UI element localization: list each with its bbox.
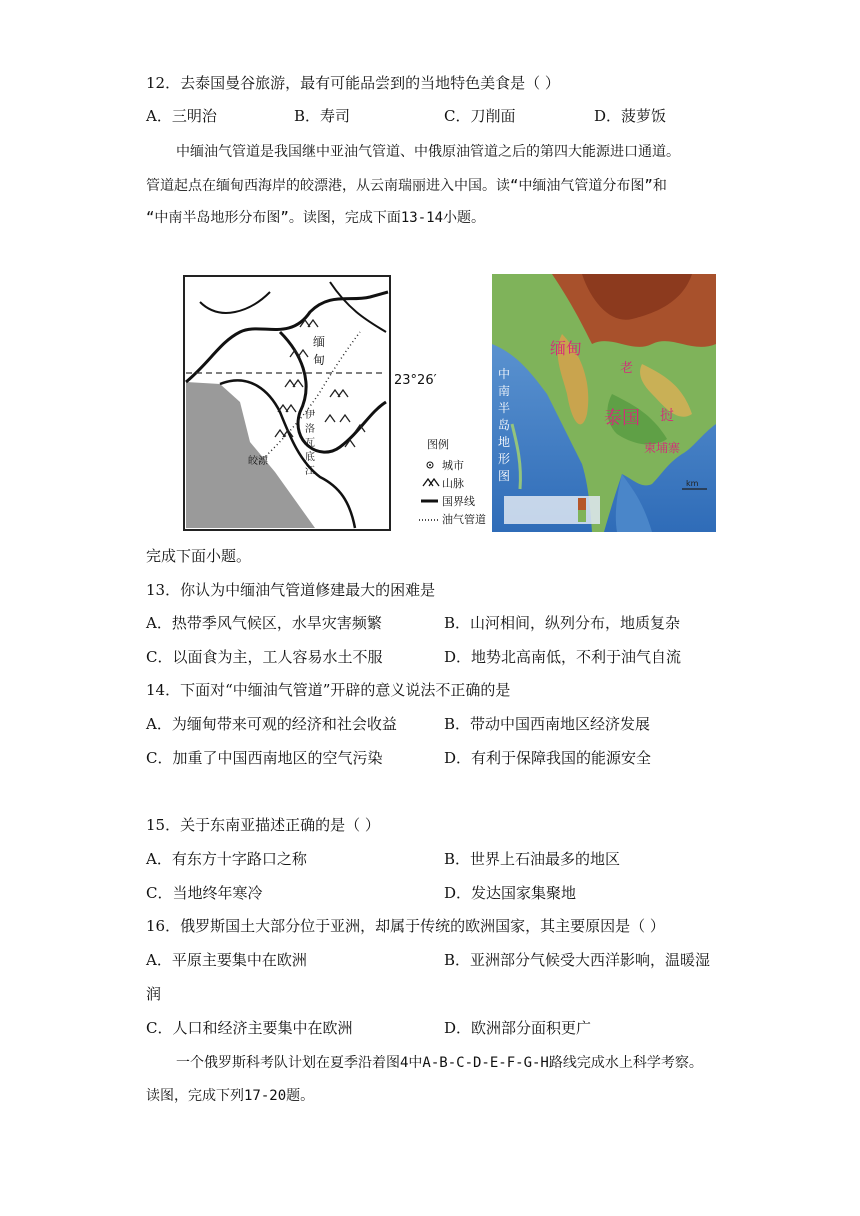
svg-text:图: 图 (498, 469, 511, 483)
q15-stem: 15．关于东南亚描述正确的是（ ） (146, 816, 380, 834)
map-country-label-1: 缅 (313, 335, 326, 349)
pipeline-map (180, 272, 490, 534)
q13-option-a: A．热带季风气候区，水旱灾害频繁 (146, 614, 382, 632)
q16-option-b: B．亚洲部分气候受大西洋影响，温暖湿 (444, 951, 711, 969)
q15-option-d: D．发达国家集聚地 (444, 884, 577, 902)
map-country-label-2: 甸 (313, 353, 326, 367)
intro-17-20-line2: 读图，完成下列17-20题。 (146, 1088, 315, 1104)
q15-option-b: B．世界上石油最多的地区 (444, 850, 621, 868)
intro-13-14-line3: “中南半岛地形分布图”。读图，完成下面13-14小题。 (146, 210, 485, 226)
terrain-label-cambodia: 柬埔寨 (644, 441, 681, 455)
svg-text:江: 江 (305, 466, 315, 477)
svg-text:半: 半 (498, 401, 511, 415)
svg-text:伊: 伊 (305, 410, 315, 421)
q12-option-a: A．三明治 (146, 107, 217, 125)
q14-option-c: C．加重了中国西南地区的空气污染 (146, 749, 383, 767)
latitude-label: 23°26′ (394, 373, 437, 388)
q14-stem: 14．下面对“中缅油气管道”开辟的意义说法不正确的是 (146, 681, 511, 699)
scale-label: km (686, 479, 699, 488)
legend-border: 国界线 (442, 495, 475, 508)
intro-13-14-line2: 管道起点在缅甸西海岸的皎漂港，从云南瑞丽进入中国。读“中缅油气管道分布图”和 (146, 178, 667, 194)
q13-option-c: C．以面食为主，工人容易水土不服 (146, 648, 383, 666)
q15-option-a: A．有东方十字路口之称 (146, 850, 307, 868)
q16-option-b-wrap: 润 (146, 985, 162, 1003)
q12-option-c: C．刀削面 (444, 107, 516, 125)
q12-stem: 12．去泰国曼谷旅游，最有可能品尝到的当地特色美食是（ ） (146, 74, 560, 92)
terrain-map (492, 274, 716, 532)
intro-13-14-line1: 中缅油气管道是我国继中亚油气管道、中俄原油管道之后的第四大能源进口通道。 (176, 144, 680, 160)
q14-option-a: A．为缅甸带来可观的经济和社会收益 (146, 715, 397, 733)
q13-option-b: B．山河相间，纵列分布，地质复杂 (444, 614, 681, 632)
svg-text:形: 形 (498, 452, 511, 466)
q16-option-a: A．平原主要集中在欧洲 (146, 951, 307, 969)
terrain-label-myanmar: 缅甸 (550, 339, 583, 358)
q16-option-d: D．欧洲部分面积更广 (444, 1019, 592, 1037)
terrain-label-thailand: 泰国 (604, 408, 640, 429)
q13-option-d: D．地势北高南低，不利于油气自流 (444, 648, 682, 666)
q14-option-b: B．带动中国西南地区经济发展 (444, 715, 651, 733)
q16-option-c: C．人口和经济主要集中在欧洲 (146, 1019, 353, 1037)
q16-stem: 16．俄罗斯国土大部分位于亚洲，却属于传统的欧洲国家，其主要原因是（ ） (146, 917, 665, 935)
q15-option-c: C．当地终年寒冷 (146, 884, 263, 902)
svg-text:岛: 岛 (498, 418, 511, 432)
q12-option-b: B．寿司 (294, 107, 351, 125)
terrain-label-wo: 挝 (660, 408, 674, 424)
q14-option-d: D．有利于保障我国的能源安全 (444, 749, 652, 767)
legend-pipeline: 油气管道 (442, 513, 486, 526)
svg-text:洛: 洛 (305, 424, 315, 435)
intro-17-20-line1: 一个俄罗斯科考队计划在夏季沿着图4中A-B-C-D-E-F-G-H路线完成水上科学考察。 (176, 1055, 703, 1071)
port-label: 皎漂 (248, 456, 268, 467)
legend-city: 城市 (442, 459, 464, 472)
svg-text:瓦: 瓦 (305, 438, 315, 449)
svg-text:地: 地 (498, 435, 511, 449)
svg-text:南: 南 (498, 384, 511, 398)
svg-text:底: 底 (305, 452, 315, 463)
terrain-label-lao: 老 (620, 361, 634, 376)
q12-option-d: D．菠萝饭 (594, 107, 667, 125)
q13-stem: 13．你认为中缅油气管道修建最大的困难是 (146, 581, 436, 599)
legend-title: 图例 (427, 438, 449, 451)
svg-text:中: 中 (498, 367, 511, 381)
sub-intro: 完成下面小题。 (146, 547, 252, 565)
legend-mountain: 山脉 (442, 477, 464, 490)
